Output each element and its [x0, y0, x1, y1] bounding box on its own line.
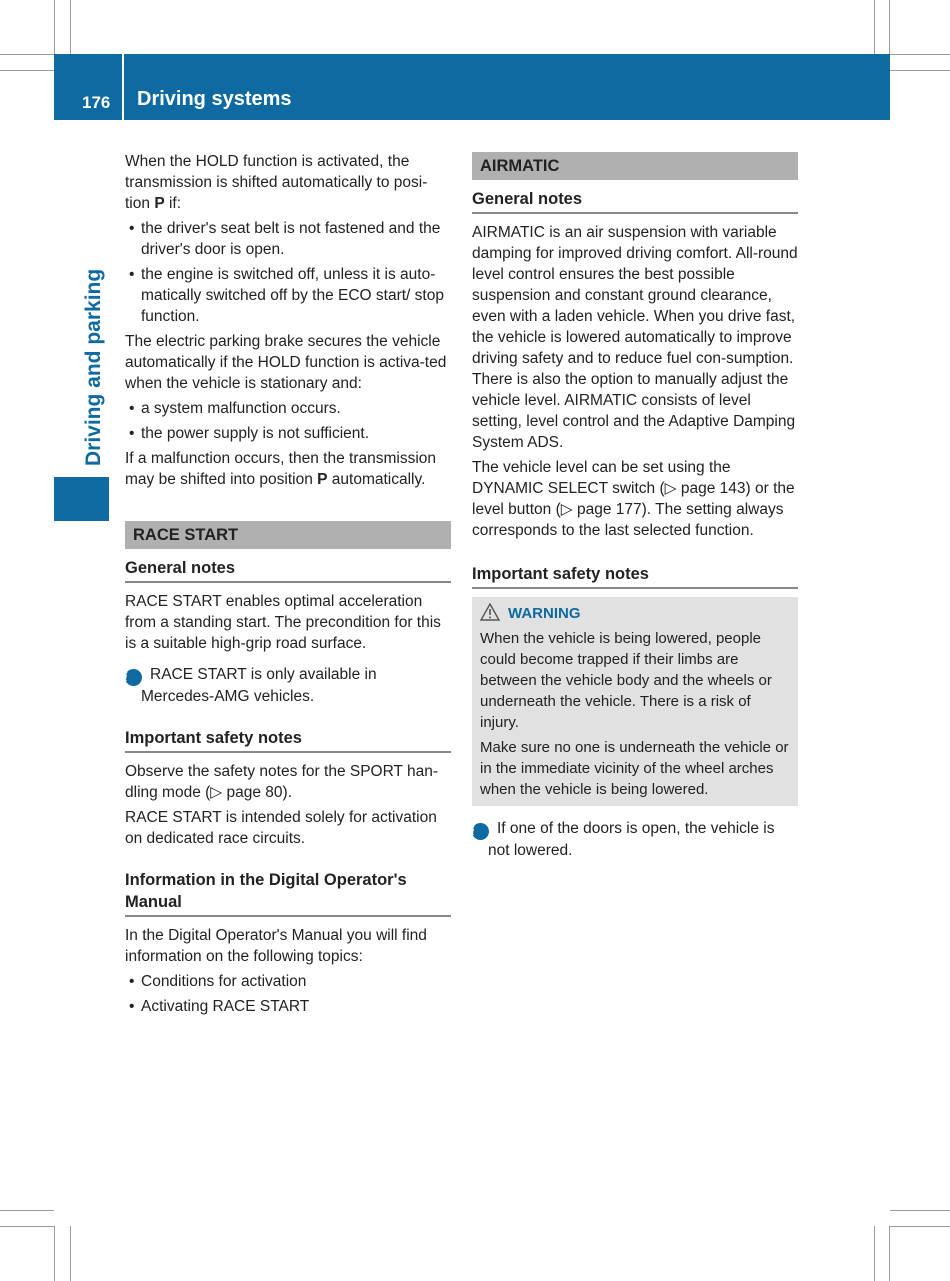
crop-mark: [890, 54, 950, 55]
header-divider: [122, 54, 124, 120]
list-item: • Conditions for activation: [125, 971, 451, 992]
hold-conditions-list: [125, 218, 451, 327]
right-column: [472, 152, 798, 865]
left-column: [125, 151, 451, 1021]
list-item: • the driver's seat belt is not fastened and the driver's door is open.: [125, 218, 451, 260]
crop-mark: [890, 70, 950, 71]
crop-mark: [874, 1226, 875, 1281]
crop-mark: [874, 0, 875, 54]
crop-mark: [0, 54, 54, 55]
race-start-safety-heading: Important safety notes: [125, 727, 451, 753]
list-item: • a system malfunction occurs.: [125, 398, 451, 419]
race-start-safety-text-1: Observe the safety notes for the SPORT han-dling mode (▷ page 80).: [125, 763, 439, 801]
airmatic-info: [472, 818, 798, 861]
hold-intro-tail: if:: [164, 195, 182, 212]
airmatic-general-text-2: The vehicle level can be set using the DYNAMIC SELECT switch (▷ page 143) or the level button (▷ page 177). The setting always corresponds to the last selected function.: [472, 459, 795, 539]
side-chapter-label: Driving and parking: [82, 268, 105, 466]
airmatic-info-text: If one of the doors is open, the vehicle is not lowered.: [488, 820, 775, 859]
digital-manual-text: In the Digital Operator's Manual you will find information on the following topics:: [125, 927, 427, 965]
race-start-info-text: RACE START is only available in Mercedes-AMG vehicles.: [141, 666, 377, 705]
hold-intro-paragraph: [125, 151, 451, 214]
side-tab-marker: [54, 477, 109, 521]
race-start-safety-text-2: RACE START is intended solely for activation on dedicated race circuits.: [125, 809, 437, 847]
crop-mark: [890, 1210, 950, 1211]
warning-title: [480, 603, 790, 624]
crop-mark: [0, 70, 54, 71]
page-number: 176: [82, 93, 111, 112]
parking-brake-paragraph: The electric parking brake secures the vehicle automatically if the HOLD function is activa-ted when the vehicle is stationary and:: [125, 333, 447, 392]
crop-mark: [889, 0, 890, 54]
warning-box: [472, 597, 798, 806]
crop-mark: [54, 1226, 55, 1281]
warning-triangle-icon: [480, 603, 500, 621]
digital-manual-topics: [125, 971, 451, 1017]
position-p: P: [317, 471, 328, 488]
airmatic-general-text-1: AIRMATIC is an air suspension with variable damping for improved driving comfort. All-round level control ensures the best possible suspension and constant ground clearance, even with a laden vehicle. When you drive fast, the vehicle is lowered automatically to improve driving safety and to reduce fuel con-sumption. There is also the option to manually adjust the vehicle level. AIRMATIC consists of level setting, level control and the Adaptive Damping System ADS.: [472, 224, 798, 451]
race-start-info: [125, 664, 451, 707]
position-p: P: [154, 195, 165, 212]
crop-mark: [54, 0, 55, 54]
crop-mark: [889, 1226, 890, 1281]
list-item: • the engine is switched off, unless it is auto-matically switched off by the ECO start/ stop function.: [125, 264, 451, 327]
list-item: • Activating RACE START: [125, 996, 451, 1017]
warning-title-text: WARNING: [508, 605, 581, 622]
race-start-general-text: RACE START enables optimal acceleration from a standing start. The precondition for this is a suitable high-grip road surface.: [125, 593, 441, 652]
airmatic-general-heading: General notes: [472, 188, 798, 214]
airmatic-safety-heading: Important safety notes: [472, 563, 798, 589]
parking-brake-list: [125, 398, 451, 444]
info-icon: i: [472, 823, 489, 840]
race-start-section-title: RACE START: [125, 521, 451, 549]
warning-text-1: When the vehicle is being lowered, people could become trapped if their limbs are between the vehicle body and the wheels or underneath the vehicle. There is a risk of injury.: [480, 630, 772, 731]
crop-mark: [890, 1226, 950, 1227]
race-start-general-heading: General notes: [125, 557, 451, 583]
digital-manual-heading: Information in the Digital Operator's Manual: [125, 869, 451, 917]
crop-mark: [0, 1226, 54, 1227]
crop-mark: [70, 1226, 71, 1281]
chapter-title: Driving systems: [137, 88, 292, 110]
airmatic-section-title: AIRMATIC: [472, 152, 798, 180]
info-icon: i: [125, 669, 142, 686]
malfunction-paragraph: [125, 448, 451, 490]
list-item: • the power supply is not sufficient.: [125, 423, 451, 444]
malfunction-text: If a malfunction occurs, then the transmission may be shifted into position: [125, 450, 437, 488]
crop-mark: [0, 1210, 54, 1211]
malfunction-tail: automatically.: [327, 471, 426, 488]
hold-intro-text: When the HOLD function is activated, the transmission is shifted automatically to posi-tion: [125, 153, 428, 212]
crop-mark: [70, 0, 71, 54]
warning-text-2: Make sure no one is underneath the vehicle or in the immediate vicinity of the wheel arches when the vehicle is being lowered.: [480, 739, 789, 798]
